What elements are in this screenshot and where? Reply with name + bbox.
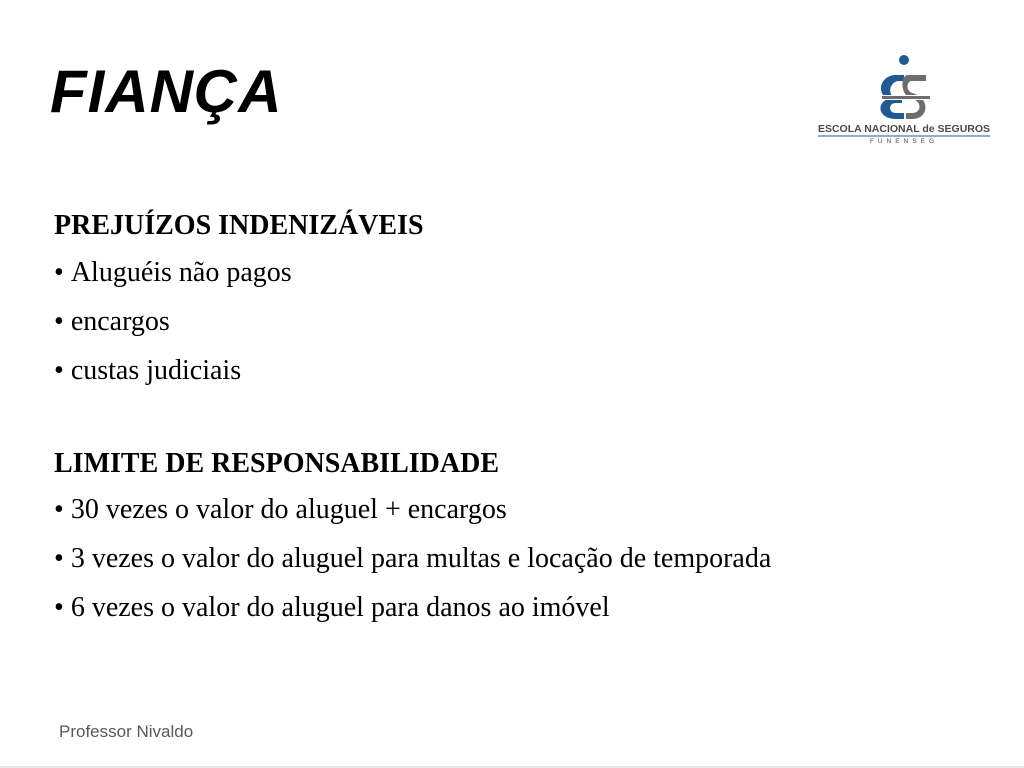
bullet-item [54, 357, 241, 385]
logo-sub-text: FUNENSEG [869, 138, 939, 145]
section-heading: LIMITE DE RESPONSABILIDADE [54, 448, 499, 479]
bullet-text: 30 vezes o valor do aluguel + encargos [70, 494, 507, 525]
bullet-symbol: • [54, 494, 64, 525]
bullet-symbol: • [54, 355, 64, 386]
bullet-symbol: • [54, 592, 64, 623]
bullet-text: 6 vezes o valor do aluguel para danos ao imóvel [70, 592, 610, 623]
bullet-item [54, 308, 170, 336]
bullet-text: Aluguéis não pagos [70, 257, 292, 288]
bullet-symbol: • [54, 543, 64, 574]
slide-title: FIANÇA [50, 58, 283, 125]
section-heading: PREJUÍZOS INDENIZÁVEIS [54, 210, 424, 241]
funenseg-logo [808, 55, 1000, 145]
bullet-item [54, 594, 610, 622]
footer-author: Professor Nivaldo [59, 722, 194, 741]
bullet-item [54, 259, 292, 287]
bullet-symbol: • [54, 306, 64, 337]
bullet-item [54, 496, 507, 524]
bullet-text: encargos [70, 306, 170, 337]
bullet-symbol: • [54, 257, 64, 288]
bullet-text: 3 vezes o valor do aluguel para multas e locação de temporada [70, 543, 772, 574]
logo-name-text: ESCOLA NACIONAL de SEGUROS [817, 123, 991, 135]
bullet-item [54, 545, 771, 573]
bullet-text: custas judiciais [70, 355, 242, 386]
